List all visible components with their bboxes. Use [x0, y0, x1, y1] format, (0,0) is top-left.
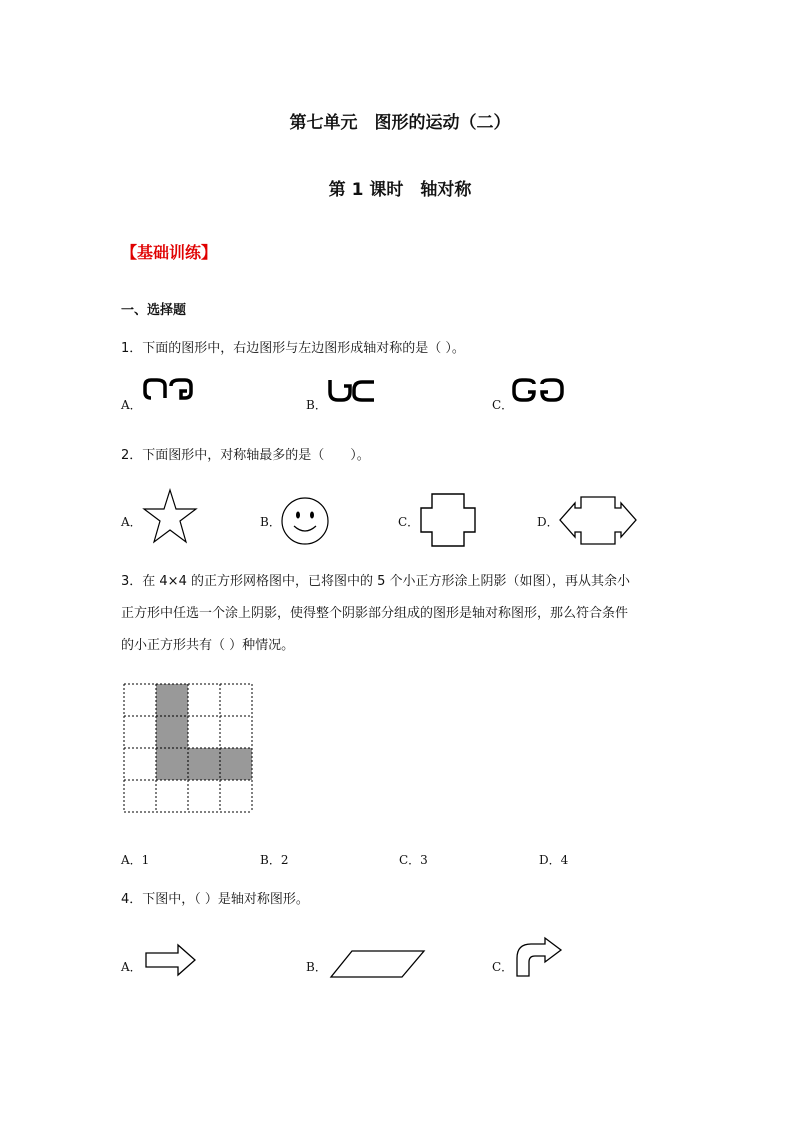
q1-option-b-label: B．: [306, 398, 327, 412]
shaded-cell: [156, 684, 188, 716]
q3-option-a: A．1: [121, 853, 150, 867]
question-3-line-1: 3．在 4×4 的正方形网格图中，已将图中的 5 个小正方形涂上阴影（如图），再从其余小: [121, 574, 631, 589]
q3-option-c: C．3: [399, 853, 428, 867]
q3-option-b: B．2: [260, 853, 289, 867]
shaded-cell: [220, 748, 252, 780]
shaded-cell: [156, 748, 188, 780]
q2-option-c-label: C．: [398, 515, 420, 529]
section-label: 【基础训练】: [121, 243, 218, 262]
shaded-cell: [188, 748, 220, 780]
q1-option-c-label: C．: [492, 398, 514, 412]
unit-title: 第七单元 图形的运动（二）: [289, 113, 511, 133]
parallelogram-icon: [330, 950, 426, 978]
q2-option-b-label: B．: [260, 515, 281, 529]
q2-option-a-label: A．: [121, 515, 142, 529]
q2-option-d-label: D．: [537, 515, 559, 529]
turn-arrow-icon: [515, 936, 565, 978]
question-3-line-2: 正方形中任选一个涂上阴影，使得整个阴影部分组成的图形是轴对称图形，那么符合条件: [121, 606, 629, 621]
lesson-title: 第 1 课时 轴对称: [328, 180, 472, 200]
shaded-cell: [156, 716, 188, 748]
q4-option-b-label: B．: [306, 960, 327, 974]
smiley-face-icon: [280, 496, 330, 546]
q1-option-a-label: A．: [121, 398, 142, 412]
q3-option-d: D．4: [539, 853, 569, 867]
right-arrow-icon: [145, 944, 197, 976]
q4-option-c-label: C．: [492, 960, 514, 974]
q4-option-a-label: A．: [121, 960, 142, 974]
question-3-line-3: 的小正方形共有（ ）种情况。: [121, 638, 295, 653]
star-icon: [143, 488, 197, 546]
question-2-text: 2．下面图形中，对称轴最多的是（ ）。: [121, 448, 370, 463]
double-arrow-shape-icon: [559, 496, 637, 546]
question-3-text: [121, 566, 701, 662]
question-1-text: 1．下面的图形中，右边图形与左边图形成轴对称的是（ ）。: [121, 341, 465, 356]
q1-option-a-figure: [143, 378, 195, 412]
q1-option-b-figure: [326, 378, 378, 412]
square-grid-figure: [123, 683, 253, 813]
q1-option-c-figure: [512, 378, 568, 412]
question-type-heading: 一、选择题: [121, 303, 187, 318]
question-4-text: 4．下图中，（ ）是轴对称图形。: [121, 892, 309, 907]
cross-shape-icon: [420, 493, 476, 547]
